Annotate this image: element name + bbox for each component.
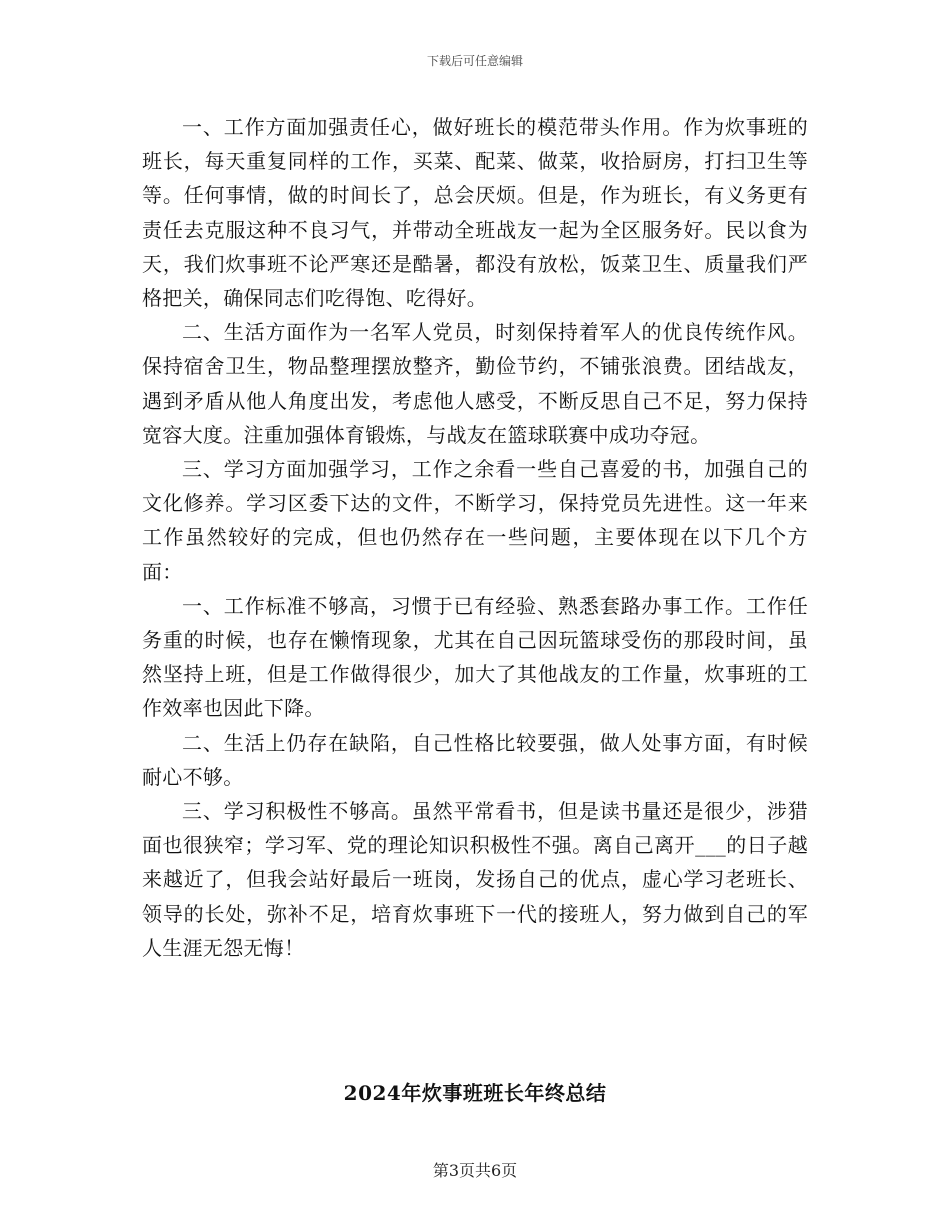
paragraph-issue-study: 三、学习积极性不够高。虽然平常看书，但是读书量还是很少，涉猎面也很狭窄；学习军、党的理论知识积极性不强。离自己离开___的日子越来越近了，但我会站好最后一班岗，发扬自己的优点，虚心学习老班长、领导的长处，弥补不足，培育炊事班下一代的接班人，努力做到自己的军人生涯无怨无悔！ <box>142 799 808 960</box>
paragraph-study: 三、学习方面加强学习，工作之余看一些自己喜爱的书，加强自己的文化修养。学习区委下达的文件，不断学习，保持党员先进性。这一年来工作虽然较好的完成，但也仍然存在一些问题，主要体现在以下几个方面： <box>142 457 808 584</box>
paragraph-life: 二、生活方面作为一名军人党员，时刻保持着军人的优良传统作风。保持宿舍卫生，物品整理摆放整齐，勤俭节约，不铺张浪费。团结战友，遇到矛盾从他人角度出发，考虑他人感受，不断反思自己不足，努力保持宽容大度。注重加强体育锻炼，与战友在篮球联赛中成功夺冠。 <box>142 320 808 447</box>
document-body <box>142 110 808 965</box>
page-number: 第3页共6页 <box>432 1161 518 1180</box>
page-header-note: 下载后可任意编辑 <box>426 54 523 68</box>
paragraph-issue-life: 二、生活上仍存在缺陷，自己性格比较要强，做人处事方面，有时候耐心不够。 <box>142 730 808 789</box>
paragraph-issue-work: 一、工作标准不够高，习惯于已有经验、熟悉套路办事工作。工作任务重的时候，也存在懒惰现象，尤其在自己因玩篮球受伤的那段时间，虽然坚持上班，但是工作做得很少，加大了其他战友的工作量，炊事班的工作效率也因此下降。 <box>142 593 808 721</box>
document-title: 2024年炊事班班长年终总结 <box>343 1081 607 1105</box>
paragraph-work: 一、工作方面加强责任心，做好班长的模范带头作用。作为炊事班的班长，每天重复同样的工作，买菜、配菜、做菜，收拾厨房，打扫卫生等等。任何事情，做的时间长了，总会厌烦。但是，作为班长，有义务更有责任去克服这种不良习气，并带动全班战友一起为全区服务好。民以食为天，我们炊事班不论严寒还是酷暑，都没有放松，饭菜卫生、质量我们严格把关，确保同志们吃得饱、吃得好。 <box>142 115 808 311</box>
